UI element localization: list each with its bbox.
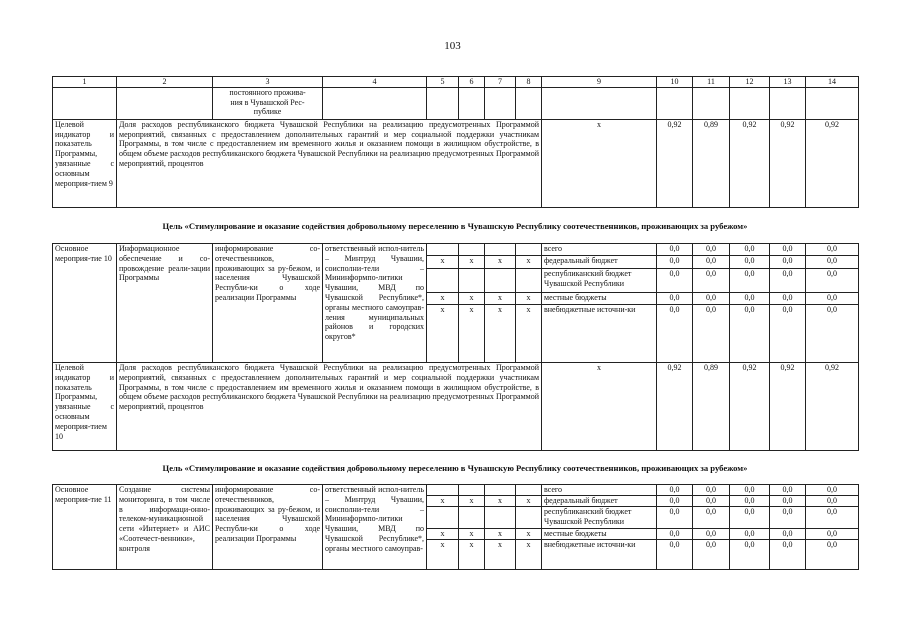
code-cell [516,507,542,528]
code-cell: х [427,496,459,507]
event-indicator: информирование со-отечественников, проживающих за ру-бежом, и населения Чувашской Республи-ки о ходе реализации Программы [213,485,323,570]
header-cell: 12 [730,77,770,88]
code-cell [485,244,516,256]
code-cell: х [516,256,542,268]
funding-source: местные бюджеты [542,528,657,539]
funding-value: 0,0 [693,268,730,292]
header-cell: 9 [542,77,657,88]
indicator-label: Целевой индикатор и показатель Программы, увязанные с основным мероприя-тием 10 [53,363,117,451]
code-cell: х [485,305,516,363]
funding-value: 0,0 [730,268,770,292]
event-indicator: информирование со-отечественников, проживающих за ру-бежом, и населения Чувашской Республи-ки о ходе реализации Программы [213,244,323,363]
header-cell: 7 [485,77,516,88]
code-cell [516,244,542,256]
header-cell: 6 [459,77,485,88]
continuation-text: постоянного прожива- ния в Чувашской Рес- публике [213,87,323,119]
event-executor: ответственный испол-нитель – Минтруд Чувашии, соисполни-тели – Мининформпо-литики Чувашии, МВД по Чувашской Республике*, органы местного самоуправ- [323,485,427,570]
funding-source: всего [542,485,657,496]
code-cell: х [516,540,542,570]
code-cell [516,268,542,292]
indicator-value: 0,92 [770,363,806,451]
funding-value: 0,0 [806,244,859,256]
code-cell [427,268,459,292]
header-cell: 2 [117,77,213,88]
code-cell: х [427,292,459,304]
funding-value: 0,0 [806,256,859,268]
indicator-x: х [542,363,657,451]
indicator-value: 0,92 [657,119,693,207]
funding-value: 0,0 [657,485,693,496]
indicator-value: 0,92 [730,119,770,207]
code-cell: х [427,528,459,539]
indicator-row-9 [53,119,859,207]
indicator-value: 0,92 [770,119,806,207]
code-cell [516,485,542,496]
funding-value: 0,0 [657,244,693,256]
funding-value: 0,0 [657,305,693,363]
funding-value: 0,0 [693,305,730,363]
code-cell: х [427,305,459,363]
header-cell: 5 [427,77,459,88]
event-row [53,485,859,496]
code-cell: х [516,496,542,507]
funding-source: республиканский бюджет Чувашской Республики [542,507,657,528]
funding-value: 0,0 [657,540,693,570]
code-cell [459,485,485,496]
funding-value: 0,0 [657,528,693,539]
indicator-value: 0,89 [693,119,730,207]
indicator-value: 0,92 [730,363,770,451]
funding-value: 0,0 [770,485,806,496]
program-table-bottom [52,484,859,570]
funding-value: 0,0 [806,540,859,570]
goal-heading-2: Цель «Стимулирование и оказание содействия добровольному переселению в Чувашскую Республику соотечественников, проживающих за рубежом» [162,463,748,473]
funding-source: местные бюджеты [542,292,657,304]
funding-source: федеральный бюджет [542,496,657,507]
header-row [53,77,859,88]
funding-value: 0,0 [806,305,859,363]
header-cell: 3 [213,77,323,88]
code-cell [485,507,516,528]
funding-value: 0,0 [730,305,770,363]
funding-value: 0,0 [770,244,806,256]
funding-value: 0,0 [693,496,730,507]
funding-value: 0,0 [770,507,806,528]
code-cell [427,244,459,256]
code-cell: х [485,528,516,539]
code-cell: х [485,540,516,570]
header-cell: 1 [53,77,117,88]
funding-value: 0,0 [806,507,859,528]
funding-value: 0,0 [730,528,770,539]
code-cell [485,485,516,496]
code-cell [459,244,485,256]
funding-source: федеральный бюджет [542,256,657,268]
program-table-top [52,76,859,208]
code-cell: х [485,496,516,507]
header-cell: 14 [806,77,859,88]
funding-value: 0,0 [730,256,770,268]
funding-value: 0,0 [730,244,770,256]
indicator-value: 0,92 [806,119,859,207]
code-cell: х [516,305,542,363]
funding-value: 0,0 [770,292,806,304]
program-table-middle [52,243,859,451]
indicator-value: 0,92 [806,363,859,451]
funding-value: 0,0 [657,292,693,304]
continuation-row [53,87,859,119]
funding-value: 0,0 [806,496,859,507]
code-cell: х [459,256,485,268]
code-cell: х [459,540,485,570]
header-cell: 13 [770,77,806,88]
funding-value: 0,0 [693,540,730,570]
event-label: Основное мероприя-тие 11 [53,485,117,570]
code-cell: х [459,496,485,507]
funding-value: 0,0 [657,496,693,507]
funding-value: 0,0 [693,507,730,528]
funding-value: 0,0 [657,268,693,292]
funding-value: 0,0 [693,528,730,539]
funding-value: 0,0 [770,496,806,507]
funding-value: 0,0 [770,528,806,539]
funding-source: внебюджетные источни-ки [542,305,657,363]
funding-source: внебюджетные источни-ки [542,540,657,570]
code-cell [459,507,485,528]
funding-source: всего [542,244,657,256]
code-cell [427,507,459,528]
event-label: Основное мероприя-тие 10 [53,244,117,363]
indicator-value: 0,89 [693,363,730,451]
header-cell: 10 [657,77,693,88]
funding-value: 0,0 [770,256,806,268]
indicator-value: 0,92 [657,363,693,451]
funding-value: 0,0 [657,256,693,268]
code-cell: х [459,528,485,539]
code-cell: х [459,305,485,363]
code-cell: х [516,528,542,539]
funding-value: 0,0 [730,507,770,528]
event-executor: ответственный испол-нитель – Минтруд Чувашии, соисполни-тели – Мининформпо-литики Чувашии, МВД по Чувашской Республике*, органы местного самоуправ-ления муниципальных районов и городских округов* [323,244,427,363]
indicator-text: Доля расходов республиканского бюджета Чувашской Республики на реализацию предусмотренных Программой мероприятий, связанных с предоставлением дополнительных гарантий и мер социальной поддержки участникам Программы, в том числе с предоставлением им временного жилья и оказанием помощи в жилищном обустройстве, в общем объеме расходов республиканского бюджета Чувашской Республики на реализацию предусмотренных Программой мероприятий, процентов [117,363,542,451]
funding-value: 0,0 [693,292,730,304]
header-cell: 11 [693,77,730,88]
code-cell [459,268,485,292]
funding-value: 0,0 [730,485,770,496]
code-cell: х [485,256,516,268]
code-cell: х [485,292,516,304]
code-cell: х [427,256,459,268]
funding-value: 0,0 [693,244,730,256]
funding-value: 0,0 [806,528,859,539]
code-cell: х [427,540,459,570]
funding-value: 0,0 [693,485,730,496]
funding-value: 0,0 [730,540,770,570]
page-number: 103 [444,40,461,52]
funding-value: 0,0 [806,292,859,304]
funding-source: республиканский бюджет Чувашской Республики [542,268,657,292]
funding-value: 0,0 [693,256,730,268]
code-cell: х [459,292,485,304]
funding-value: 0,0 [806,485,859,496]
indicator-label: Целевой индикатор и показатель Программы, увязанные с основным мероприя-тием 9 [53,119,117,207]
code-cell [427,485,459,496]
event-name: Создание системы мониторинга, в том числе в информаци-онно-телеком-муникационной сети «Интернет» и АИС «Соотечест-венники», контроля [117,485,213,570]
funding-value: 0,0 [770,540,806,570]
indicator-x: х [542,119,657,207]
funding-value: 0,0 [657,507,693,528]
code-cell: х [516,292,542,304]
header-cell: 4 [323,77,427,88]
indicator-text: Доля расходов республиканского бюджета Чувашской Республики на реализацию предусмотренных Программой мероприятий, связанных с предоставлением дополнительных гарантий и мер социальной поддержки участникам Программы, в том числе с предоставлением им временного жилья и оказанием помощи в жилищном обустройстве, в общем объеме расходов республиканского бюджета Чувашской Республики на реализацию предусмотренных Программой мероприятий, процентов [117,119,542,207]
funding-value: 0,0 [730,292,770,304]
goal-heading-1: Цель «Стимулирование и оказание содействия добровольному переселению в Чувашскую Республику соотечественников, проживающих за рубежом» [162,221,748,231]
funding-value: 0,0 [770,268,806,292]
funding-value: 0,0 [806,268,859,292]
funding-value: 0,0 [770,305,806,363]
event-name: Информационное обеспечение и со-провождение реали-зации Программы [117,244,213,363]
header-cell: 8 [516,77,542,88]
code-cell [485,268,516,292]
indicator-row-10 [53,363,859,451]
funding-value: 0,0 [730,496,770,507]
event-row [53,244,859,256]
